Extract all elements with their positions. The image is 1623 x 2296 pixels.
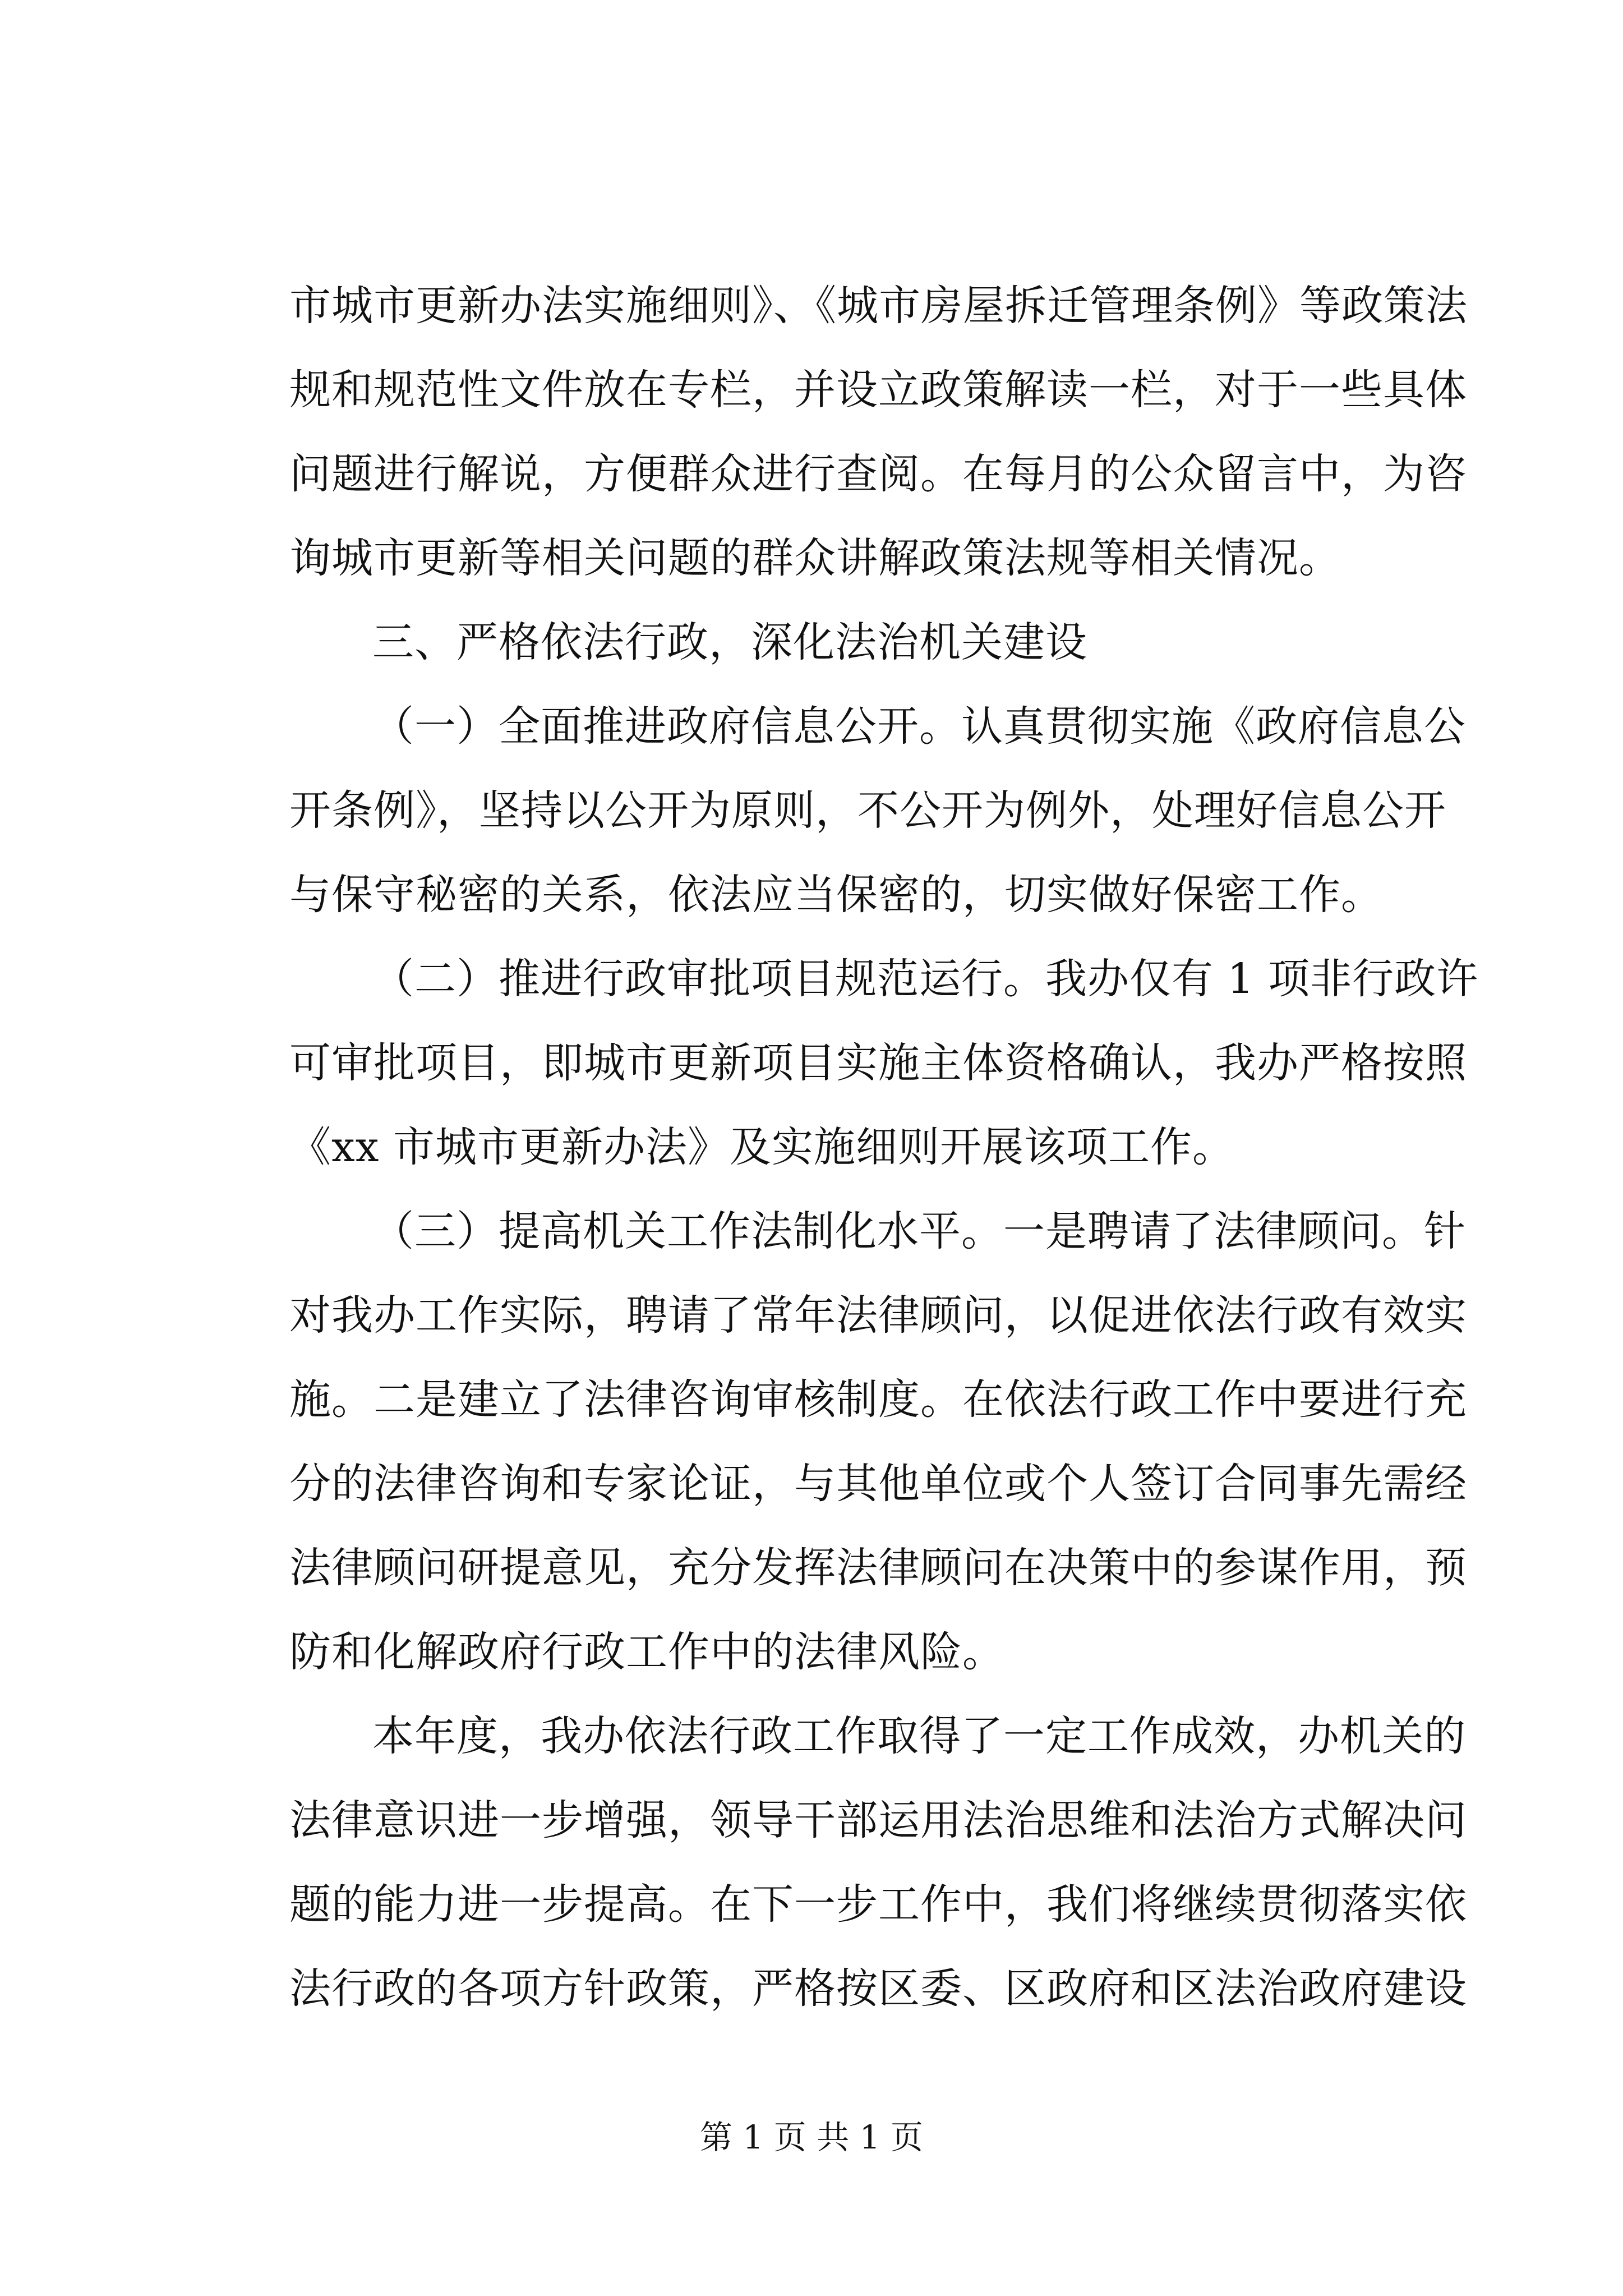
body-line: 与保守秘密的关系，依法应当保密的，切实做好保密工作。: [289, 871, 1383, 919]
body-line: 法律意识进一步增强，领导干部运用法治思维和法治方式解决问: [289, 1796, 1467, 1844]
subsection-line: （三）提高机关工作法制化水平。一是聘请了法律顾问。针: [372, 1207, 1466, 1255]
body-line: 询城市更新等相关问题的群众讲解政策法规等相关情况。: [289, 534, 1341, 582]
body-line: 规和规范性文件放在专栏，并设立政策解读一栏，对于一些具体: [289, 366, 1467, 414]
body-line: 开条例》，坚持以公开为原则，不公开为例外，处理好信息公开: [289, 786, 1446, 835]
body-line: 可审批项目，即城市更新项目实施主体资格确认，我办严格按照: [289, 1039, 1467, 1087]
body-line: 市城市更新办法实施细则》、《城市房屋拆迁管理条例》等政策法: [289, 282, 1468, 330]
document-body: [289, 264, 1479, 2031]
page-footer: [0, 2115, 1623, 2160]
body-line: 法律顾问研提意见，充分发挥法律顾问在决策中的参谋作用，预: [289, 1544, 1467, 1592]
body-line: 分的法律咨询和专家论证，与其他单位或个人签订合同事先需经: [289, 1460, 1467, 1508]
subsection-line: （一）全面推进政府信息公开。认真贯彻实施《政府信息公: [372, 702, 1466, 751]
body-line: 题的能力进一步提高。在下一步工作中，我们将继续贯彻落实依: [289, 1880, 1467, 1929]
body-line: 法行政的各项方针政策，严格按区委、区政府和区法治政府建设: [289, 1964, 1467, 2013]
paragraph-first-line: 本年度，我办依法行政工作取得了一定工作成效，办机关的: [372, 1712, 1466, 1760]
body-line: 对我办工作实际，聘请了常年法律顾问，以促进依法行政有效实: [289, 1291, 1467, 1340]
body-line: 施。二是建立了法律咨询审核制度。在依法行政工作中要进行充: [289, 1375, 1467, 1424]
page-number-label: 第 1 页 共 1 页: [700, 2118, 923, 2156]
body-line: 《xx 市城市更新办法》及实施细则开展该项工作。: [289, 1123, 1234, 1171]
body-line: 防和化解政府行政工作中的法律风险。: [289, 1628, 1004, 1676]
subsection-line: （二）推进行政审批项目规范运行。我办仅有 1 项非行政许: [372, 955, 1479, 1003]
body-line: 问题进行解说，方便群众进行查阅。在每月的公众留言中，为咨: [289, 450, 1467, 498]
section-heading: 三、严格依法行政，深化法治机关建设: [372, 618, 1087, 666]
